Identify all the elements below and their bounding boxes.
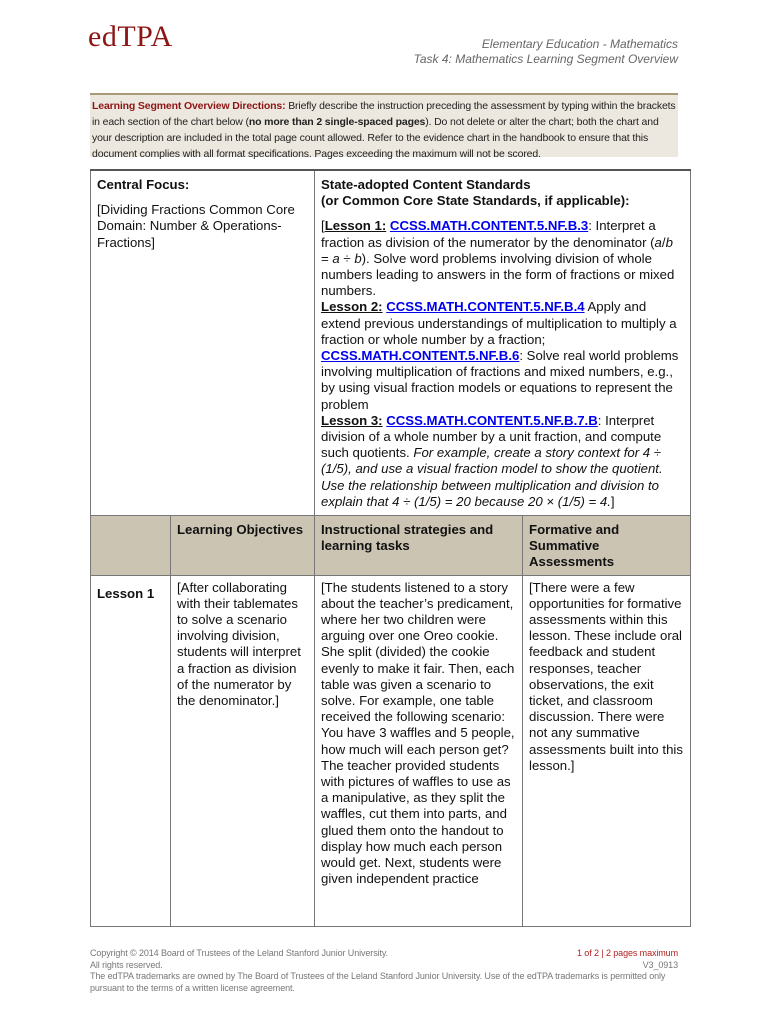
- directions-page-limit: no more than 2 single-spaced pages: [248, 116, 426, 128]
- standards-title-line1: State-adopted Content Standards: [321, 177, 531, 192]
- var-b2: b: [354, 250, 362, 266]
- lesson2-standard-text2: : Solve real world problems involving multiplication of fractions and mixed numbers, e.g., by using visual fraction models or equations to represent the problem: [321, 348, 679, 412]
- header-task: Task 4: Mathematics Learning Segment Overview: [413, 52, 678, 66]
- lesson3-standard-example: For example, create a story context for 4 ÷ (1/5), and use a visual fraction model to show the quotient. Use the relationship between multiplication and division to explain that 4 ÷ (1/5) = 20 because 20 × (1/5) = 4.: [321, 445, 663, 509]
- lesson1-objectives: [After collaborating with their tablemates to solve a scenario involving division, students will interpret a fraction as division of the numerator by the denominator.]: [171, 575, 315, 926]
- lesson3-standard-text: : Interpret division of a whole number by a unit fraction, and compute such quotients.: [321, 412, 662, 461]
- footer-trademark: The edTPA trademarks are owned by The Board of Trustees of the Leland Stanford Junior University. Use of the edTPA trademarks is permitted only pursuant to the terms of a written license agreement.: [90, 971, 666, 993]
- standard-link-5nfb4[interactable]: CCSS.MATH.CONTENT.5.NF.B.4: [386, 299, 585, 315]
- edtpa-logo: edTPA: [88, 20, 173, 53]
- page-footer: [90, 948, 678, 994]
- lesson2-standard: [321, 299, 684, 412]
- divide: ÷: [339, 250, 355, 266]
- var-a: a: [654, 234, 662, 250]
- lesson1-standard-text: : Interpret a fraction as division of the numerator by the denominator (: [321, 218, 656, 250]
- directions-text-2: ). Do not delete or alter the chart; both the chart and your description are included in the total page count allowed. Refer to the evidence chart in the handbook to ensure that this document complies with all format specifications. Pages exceeding the maximum will not be scored.: [92, 116, 659, 160]
- var-b: b: [665, 234, 673, 250]
- standards-title: [321, 177, 684, 209]
- var-a2: a: [332, 250, 340, 266]
- footer-copyright: Copyright © 2014 Board of Trustees of the Leland Stanford Junior University.: [90, 948, 389, 958]
- lesson1-strategies: [The students listened to a story about the teacher’s predicament, where her two children were arguing over one Oreo cookie. She split (divided) the cookie evenly to make it fair. Then, each table was given a scenario to solve. For example, one table received the following scenario: You have 3 waffles and 5 people, how much will each person get? The teacher provided students with pictures of waffles to use as a manipulative, as they split the waffles, cut them into parts, and glued them onto the handout to display how much each person would get. Next, students were given independent practice: [315, 575, 523, 926]
- lesson1-standard: [321, 218, 684, 299]
- central-focus-cell: [91, 170, 315, 516]
- directions-title: Learning Segment Overview Directions:: [92, 100, 286, 112]
- slash: /: [661, 234, 666, 250]
- standards-title-line2: (or Common Core State Standards, if applicable):: [321, 193, 630, 209]
- central-focus-body: [Dividing Fractions Common Core Domain: Number & Operations-Fractions]: [97, 202, 295, 250]
- central-focus-title: Central Focus:: [97, 177, 190, 192]
- lesson1-standard-label: Lesson 1:: [324, 218, 387, 234]
- close-bracket: ]: [610, 493, 615, 509]
- standards-body: [321, 218, 684, 510]
- lesson1-label: Lesson 1: [91, 575, 171, 926]
- version-label: V3_0913: [642, 959, 678, 970]
- footer-rights: All rights reserved.: [90, 959, 163, 970]
- lesson3-standard-label: Lesson 3:: [321, 412, 383, 428]
- table-header-row: [91, 516, 691, 576]
- standard-link-5nfb3[interactable]: CCSS.MATH.CONTENT.5.NF.B.3: [389, 218, 589, 234]
- header-learning-objectives: Learning Objectives: [171, 516, 315, 576]
- document-header: [414, 37, 678, 67]
- footer-right: [577, 948, 678, 971]
- equals: =: [321, 250, 333, 266]
- focus-standards-row: [91, 170, 691, 516]
- header-assessments: Formative and Summative Assessments: [523, 516, 691, 576]
- lesson2-standard-label: Lesson 2:: [321, 299, 383, 315]
- lesson3-standard: [321, 413, 684, 510]
- standard-link-5nfb6[interactable]: CCSS.MATH.CONTENT.5.NF.B.6: [321, 348, 520, 364]
- lesson1-standard-text-end: ). Solve word problems involving division of whole numbers leading to answers in the form of fractions or mixed numbers.: [321, 250, 675, 299]
- header-subject: Elementary Education - Mathematics: [481, 37, 678, 51]
- standard-link-5nfb7b[interactable]: CCSS.MATH.CONTENT.5.NF.B.7.B: [386, 412, 598, 428]
- open-bracket: [: [321, 218, 325, 234]
- page-count: 1 of 2 | 2 pages maximum: [577, 948, 678, 958]
- lesson2-standard-text: Apply and extend previous understandings of multiplication to multiply a fraction or whole number by a fraction;: [321, 299, 677, 347]
- header-instructional-strategies: Instructional strategies and learning tasks: [315, 516, 523, 576]
- directions-box: [90, 93, 678, 160]
- learning-segment-table: [90, 169, 691, 927]
- directions-text-1: Briefly describe the instruction preceding the assessment by typing within the brackets in each section of the chart below (: [92, 100, 676, 128]
- header-empty-cell: [91, 516, 171, 576]
- table-row: [91, 575, 691, 926]
- lesson1-assessments: [There were a few opportunities for formative assessments within this lesson. These include oral feedback and student responses, teacher observations, the exit ticket, and classroom discussion. There were not any summative assessments built into this lesson.]: [523, 575, 691, 926]
- standards-cell: [315, 170, 691, 516]
